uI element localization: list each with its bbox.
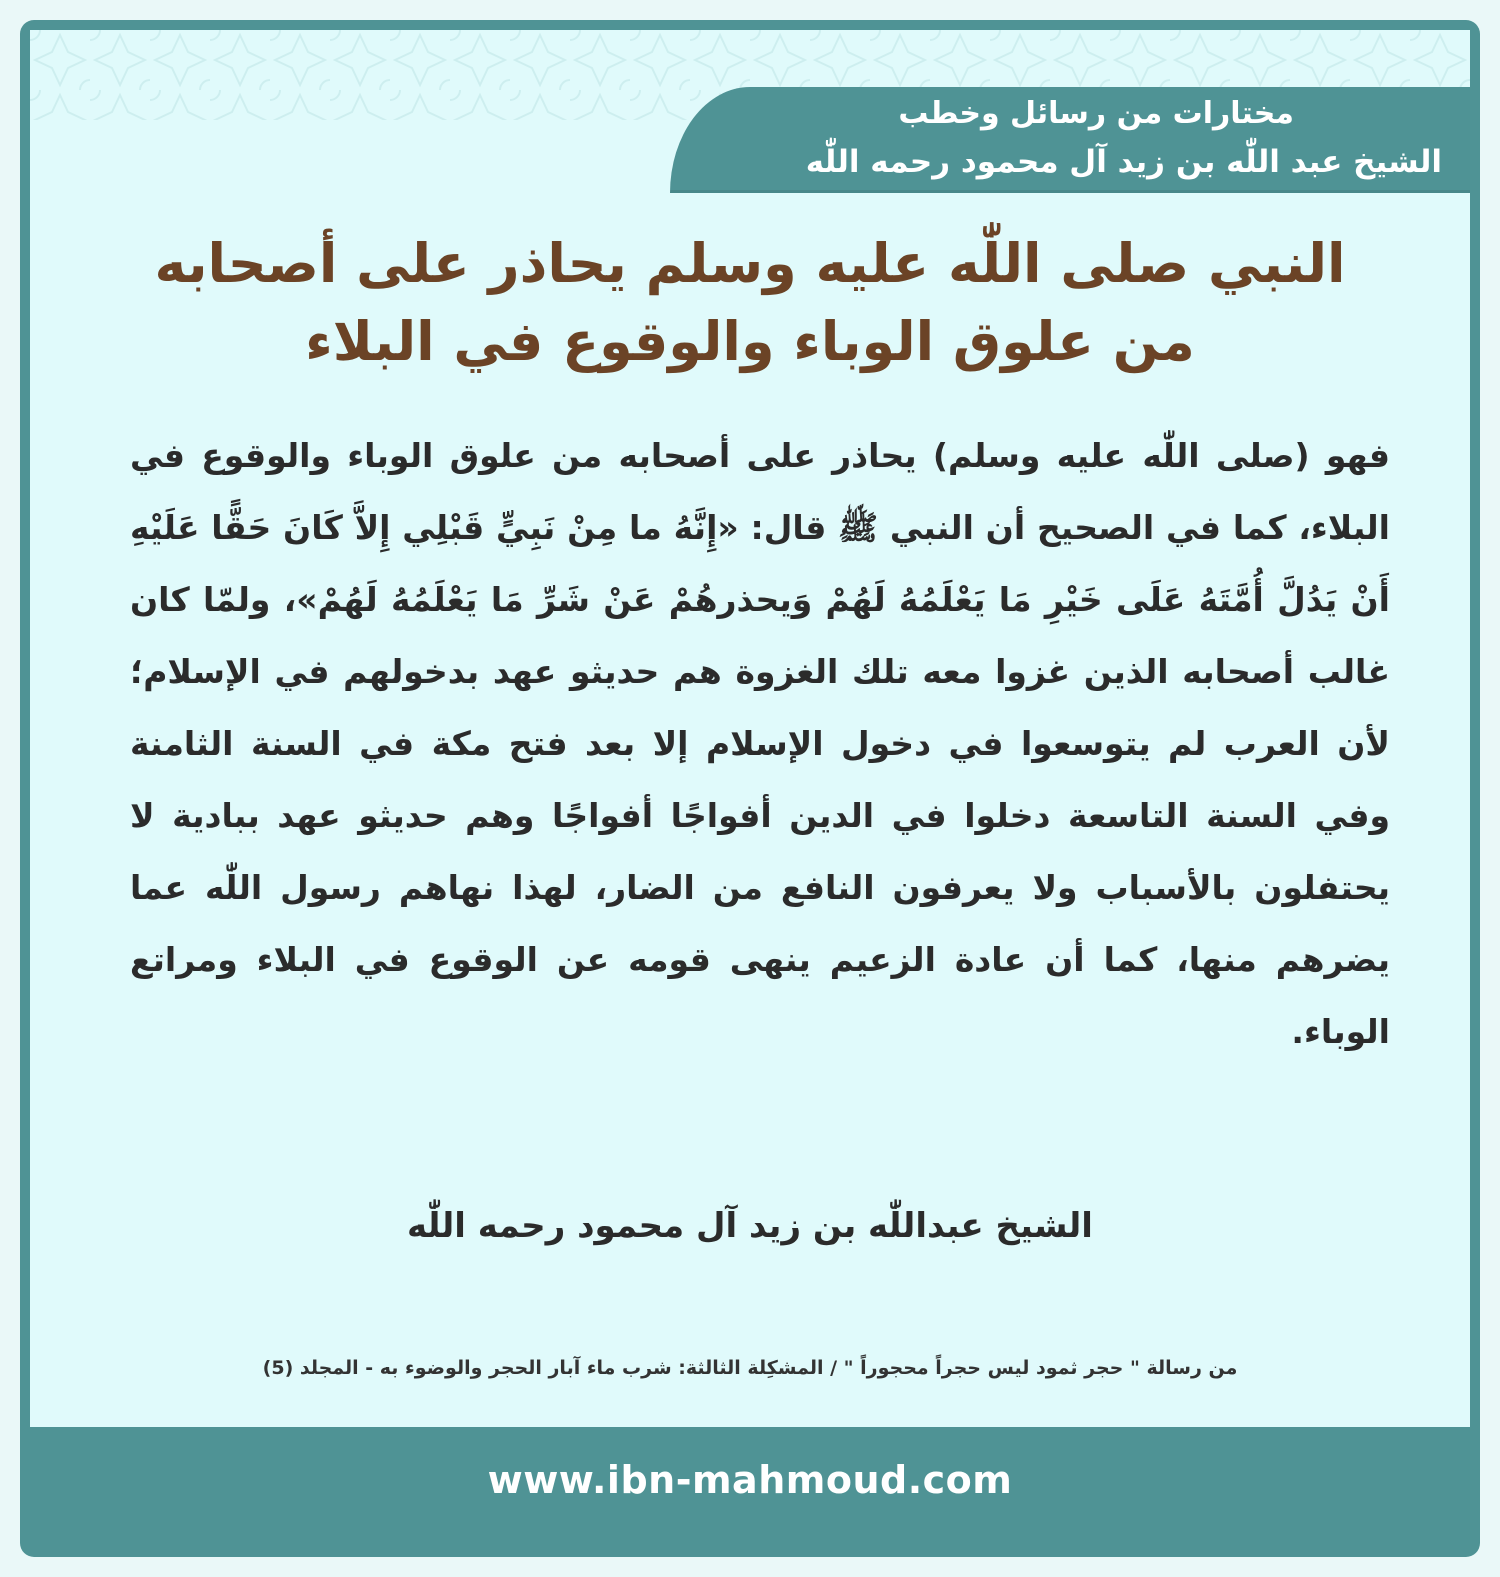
source-citation: من رسالة " حجر ثمود ليس حجراً محجوراً " / المشكِلة الثالثة: شرب ماء آبار الحجر والوضوء به - المجلد (5) [262,1357,1238,1379]
article-body [130,420,1390,1068]
hadith-quote: «إِنَّهُ ما مِنْ نَبِيٍّ قَبْلِي إِلاَّ كَانَ حَقًّا عَلَيْهِ أَنْ يَدُلَّ أُمَّتَهُ عَلَى خَيْرِ مَا يَعْلَمُهُ لَهُمْ وَيحذرهُمْ عَنْ شَرِّ مَا يَعْلَمُهُ لَهُمْ»، [130,508,1390,619]
author-signature: الشيخ عبداللّٰه بن زيد آل محمود رحمه اللّٰه [407,1206,1093,1246]
series-title: مختارات من رسائل وخطب [898,96,1294,131]
series-author: الشيخ عبد اللّٰه بن زيد آل محمود رحمه اللّٰه [805,144,1442,180]
content-panel [30,30,1470,1427]
website-link[interactable]: www.ibn-mahmoud.com [487,1458,1013,1502]
article-title [90,225,1410,381]
body-rest: ولمّا كان غالب أصحابه الذين غزوا معه تلك الغزوة هم حديثو عهد بدخولهم في الإسلام؛ لأن العرب لم يتوسعوا في دخول الإسلام إلا بعد فتح مكة في السنة الثامنة وفي السنة التاسعة دخلوا في الدين أفواجًا أفواجًا وهم حديثو عهد ببادية لا يحتفلون بالأسباب ولا يعرفون النافع من الضار، لهذا نهاهم رسول اللّٰه عما يضرهم منها، كما أن عادة الزعيم ينهى قومه عن الوقوع في البلاء ومراتع الوباء. [130,580,1390,1051]
body-intro: فهو (صلى اللّٰه عليه وسلم) يحاذر على أصحابه من علوق الوباء والوقوع في البلاء، كما في الصحيح أن النبي ﷺ قال: [130,436,1390,547]
title-line-2: من علوق الوباء والوقوع في البلاء [305,310,1195,373]
title-line-1: النبي صلى اللّٰه عليه وسلم يحاذر على أصحابه [154,232,1346,295]
